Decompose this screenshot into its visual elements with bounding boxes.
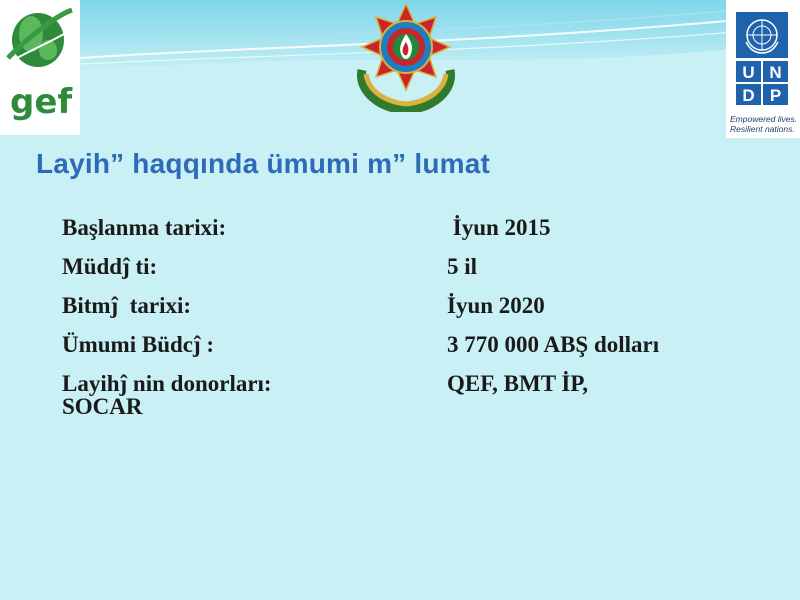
undp-letter-p: P: [769, 86, 782, 105]
row-value-start-date: İyun 2015: [447, 215, 551, 240]
row-value-end-date: İyun 2020: [447, 293, 545, 318]
row-label-end-date: Bitmĵ tarixi:: [62, 293, 192, 318]
undp-tagline-line2: Resilient nations.: [730, 124, 795, 134]
table-row: [62, 286, 762, 325]
undp-letter-u: U: [742, 63, 755, 82]
row-donors-continuation: SOCAR: [62, 394, 143, 419]
row-label-donors: Layihĵ nin donorları:: [62, 371, 272, 396]
row-label-budget: Ümumi Büdcĵ :: [62, 332, 215, 357]
gef-logo-text: gef: [10, 82, 73, 122]
gef-globe-icon: [0, 0, 80, 135]
undp-logo-mark: [726, 0, 800, 138]
table-row: [62, 325, 762, 364]
undp-logo: [726, 0, 800, 138]
row-label-duration: Müddĵ ti:: [62, 254, 158, 279]
table-row: [62, 364, 762, 403]
table-row: [62, 247, 762, 286]
gef-logo: [0, 0, 80, 135]
slide-title: Layih” haqqında ümumi m” lumat: [36, 148, 491, 179]
row-value-budget: 3 770 000 ABŞ dolları: [447, 332, 660, 357]
undp-tagline-line1: Empowered lives.: [730, 114, 798, 124]
undp-letter-n: N: [769, 63, 782, 82]
azerbaijan-emblem-icon: [348, 0, 464, 112]
table-row: [62, 208, 762, 247]
undp-letter-d: D: [742, 86, 755, 105]
project-info-table: [62, 208, 762, 403]
row-value-duration: 5 il: [447, 254, 478, 279]
row-label-start-date: Başlanma tarixi:: [62, 215, 227, 240]
row-value-donors: QEF, BMT İP,: [447, 371, 589, 396]
